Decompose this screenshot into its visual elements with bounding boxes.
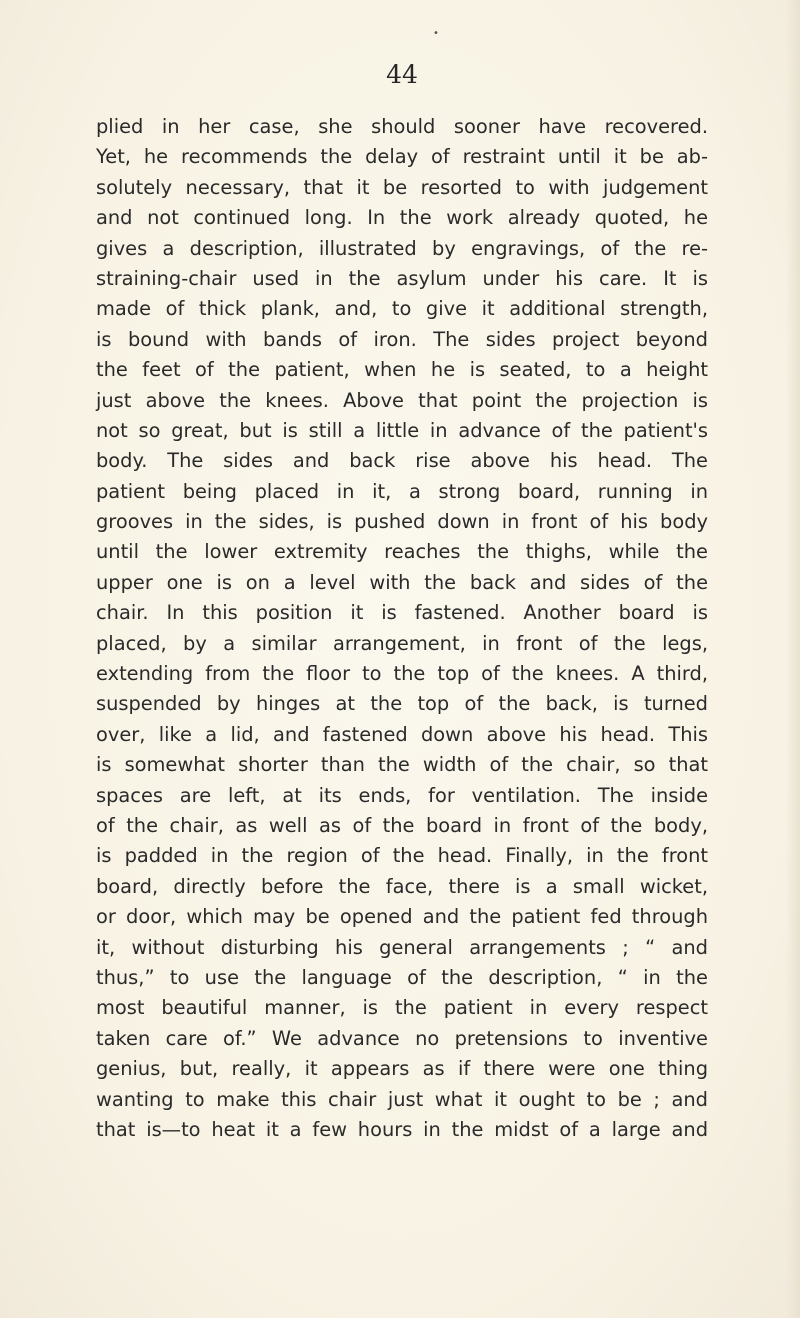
page-edge-shadow (786, 0, 800, 1318)
text-line: Yet, he recommends the delay of restraint until it be ab- (96, 145, 708, 169)
text-line: it, without disturbing his general arrangements ; “ and (96, 935, 708, 959)
text-line: extending from the floor to the top of the knees. A third, (96, 662, 708, 686)
text-line: board, directly before the face, there is a small wicket, (96, 874, 708, 898)
text-line: genius, but, really, it appears as if there were one thing (96, 1057, 708, 1081)
text-line: until the lower extremity reaches the thighs, while the (96, 540, 708, 564)
text-line: most beautiful manner, is the patient in every respect (96, 996, 708, 1020)
text-line: suspended by hinges at the top of the back, is turned (96, 692, 708, 716)
text-line: and not continued long. In the work already quoted, he (96, 206, 708, 230)
text-line: taken care of.” We advance no pretensions to inventive (96, 1026, 708, 1050)
text-line: solutely necessary, that it be resorted to with judgement (96, 175, 708, 199)
text-line: not so great, but is still a little in advance of the patient's (96, 418, 708, 442)
text-line: that is—to heat it a few hours in the midst of a large and (96, 1117, 708, 1141)
text-line: placed, by a similar arrangement, in front of the legs, (96, 631, 708, 655)
text-line: wanting to make this chair just what it ought to be ; and (96, 1087, 708, 1111)
page-number: 44 (386, 60, 418, 89)
text-line: gives a description, illustrated by engravings, of the re- (96, 236, 708, 260)
text-line: just above the knees. Above that point the projection is (96, 388, 708, 412)
text-line: is somewhat shorter than the width of the chair, so that (96, 753, 708, 777)
body-text (96, 112, 708, 1145)
text-line: plied in her case, she should sooner have recovered. (96, 115, 708, 138)
text-line: is bound with bands of iron. The sides project beyond (96, 327, 708, 351)
text-line: over, like a lid, and fastened down above his head. This (96, 722, 708, 746)
text-line: upper one is on a level with the back and sides of the (96, 570, 708, 594)
text-line: thus,” to use the language of the description, “ in the (96, 965, 708, 989)
text-line: grooves in the sides, is pushed down in front of his body (96, 510, 708, 534)
text-line: body. The sides and back rise above his head. The (96, 449, 708, 473)
text-line: the feet of the patient, when he is seated, to a height (96, 358, 708, 382)
text-line: chair. In this position it is fastened. Another board is (96, 601, 708, 625)
text-line: made of thick plank, and, to give it additional strength, (96, 297, 708, 321)
text-line: straining-chair used in the asylum under his care. It is (96, 266, 708, 290)
text-line: of the chair, as well as of the board in front of the body, (96, 813, 708, 837)
text-line: is padded in the region of the head. Finally, in the front (96, 844, 708, 868)
text-line: spaces are left, at its ends, for ventilation. The inside (96, 783, 708, 807)
text-line: or door, which may be opened and the patient fed through (96, 905, 708, 929)
page-mark: • (433, 28, 439, 39)
text-line: patient being placed in it, a strong board, running in (96, 479, 708, 503)
